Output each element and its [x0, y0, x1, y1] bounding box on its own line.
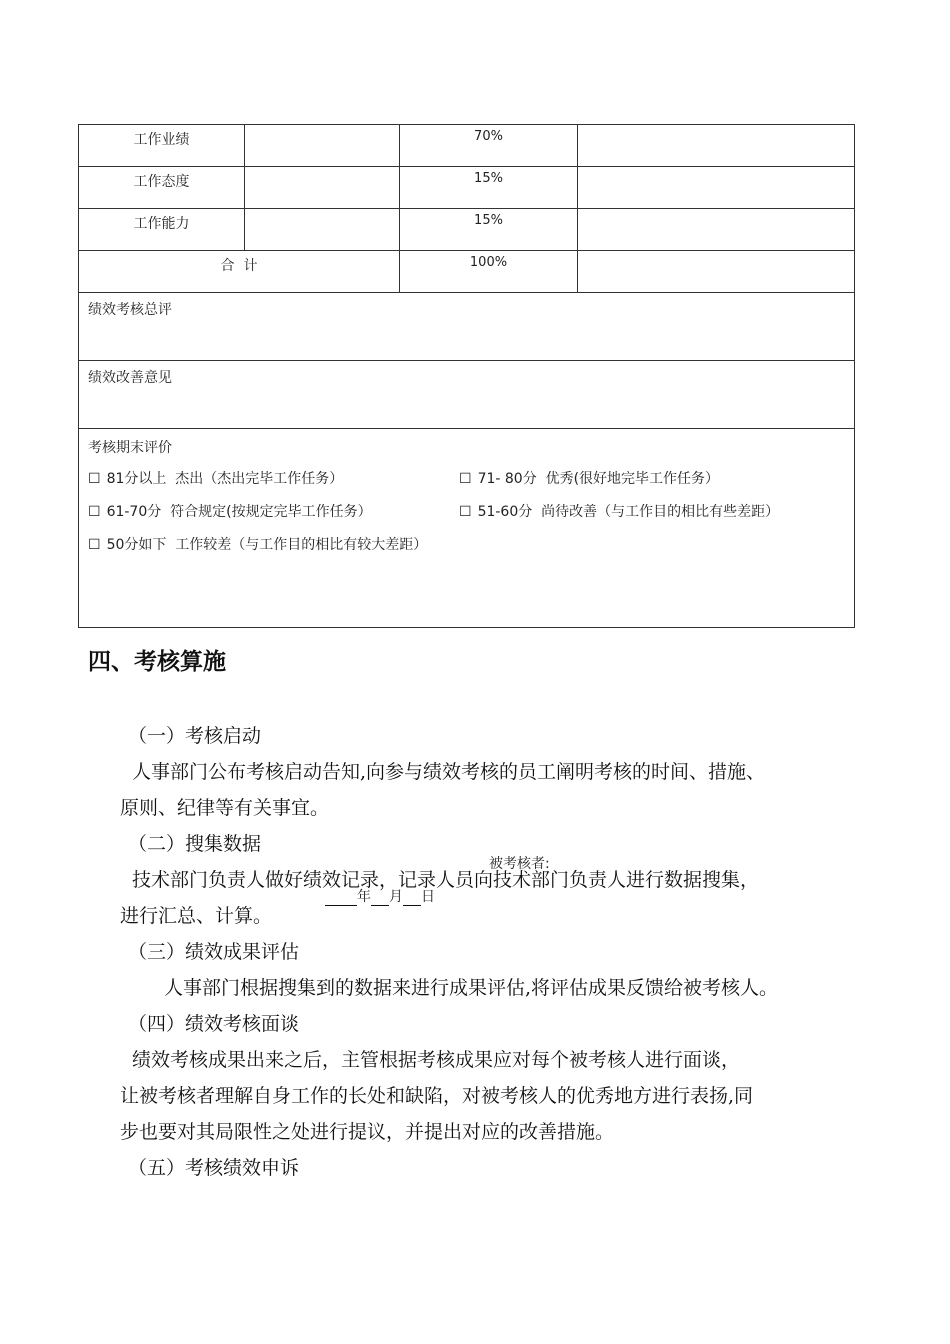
- item-line: 人事部门公布考核启动告知,向参与绩效考核的员工阐明考核的时间、措施、: [132, 761, 766, 783]
- item-title: （三）绩效成果评估: [128, 941, 300, 963]
- item-line: 技术部门负责人做好绩效记录，记录人员向技术部门负责人进行数据搜集，: [132, 869, 760, 891]
- rating-option-excellent[interactable]: [459, 468, 719, 488]
- option-label: 71- 80分 优秀(很好地完毕工作任务）: [477, 471, 720, 487]
- day-label: 日: [421, 889, 435, 905]
- criterion-label: 工作态度: [79, 167, 245, 209]
- score-cell[interactable]: [245, 209, 400, 251]
- option-row: [88, 501, 854, 534]
- item-line: 进行汇总、计算。: [120, 905, 273, 927]
- total-remark-cell[interactable]: [578, 251, 855, 293]
- score-cell[interactable]: [245, 125, 400, 167]
- rating-option-compliant[interactable]: [88, 501, 459, 521]
- final-evaluation-title: 考核期末评价: [88, 440, 172, 456]
- criterion-label: 工作能力: [79, 209, 245, 251]
- remark-cell[interactable]: [578, 209, 855, 251]
- table-row: [79, 167, 855, 209]
- remark-cell[interactable]: [578, 125, 855, 167]
- table-row: [79, 125, 855, 167]
- checkbox-icon[interactable]: ☐: [459, 504, 472, 520]
- checkbox-icon[interactable]: ☐: [88, 504, 101, 520]
- total-weight: 100%: [400, 251, 578, 293]
- criterion-label: 工作业绩: [79, 125, 245, 167]
- item-line: 绩效考核成果出来之后，主管根据考核成果应对每个被考核人进行面谈，: [132, 1049, 741, 1071]
- remark-cell[interactable]: [578, 167, 855, 209]
- item-line: 人事部门根据搜集到的数据来进行成果评估,将评估成果反馈给被考核人。: [164, 977, 779, 999]
- score-cell[interactable]: [245, 167, 400, 209]
- section-heading: 四、考核算施: [88, 649, 226, 675]
- weight-value: 70%: [400, 125, 578, 167]
- option-row: [88, 468, 854, 501]
- summary-field[interactable]: [79, 293, 855, 361]
- item-line: 步也要对其局限性之处进行提议，并提出对应的改善措施。: [120, 1121, 615, 1143]
- total-label: 合 计: [79, 251, 400, 293]
- month-label: 月: [389, 889, 403, 905]
- summary-label: 绩效考核总评: [88, 302, 172, 318]
- option-label: 50分如下 工作较差（与工作目的相比有较大差距）: [106, 537, 428, 553]
- item-title: （二）搜集数据: [128, 833, 262, 855]
- checkbox-icon[interactable]: ☐: [459, 471, 472, 487]
- item-line: 原则、纪律等有关事宜。: [120, 797, 330, 819]
- weight-value: 15%: [400, 167, 578, 209]
- improvement-row: [79, 361, 855, 429]
- year-label: 年: [357, 889, 371, 905]
- checkbox-icon[interactable]: ☐: [88, 537, 101, 553]
- improvement-field[interactable]: [79, 361, 855, 429]
- item-title: （一）考核启动: [128, 725, 262, 747]
- table-row: [79, 209, 855, 251]
- item-line: 让被考核者理解自身工作的长处和缺陷，对被考核人的优秀地方进行表扬,同: [120, 1085, 754, 1107]
- option-label: 81分以上 杰出（杰出完毕工作任务）: [106, 471, 344, 487]
- final-evaluation-row: [79, 429, 855, 628]
- checkbox-icon[interactable]: ☐: [88, 471, 101, 487]
- improvement-label: 绩效改善意见: [88, 370, 172, 386]
- examinee-label: 被考核者:: [489, 856, 550, 872]
- total-row: [79, 251, 855, 293]
- option-row: [88, 534, 854, 567]
- weight-value: 15%: [400, 209, 578, 251]
- summary-row: [79, 293, 855, 361]
- rating-option-outstanding[interactable]: [88, 468, 459, 488]
- item-title: （四）绩效考核面谈: [128, 1013, 300, 1035]
- item-title: （五）考核绩效申诉: [128, 1157, 300, 1179]
- option-label: 51-60分 尚待改善（与工作目的相比有些差距）: [477, 504, 780, 520]
- section-body: [120, 718, 890, 1186]
- rating-option-poor[interactable]: [88, 534, 427, 554]
- option-label: 61-70分 符合规定(按规定完毕工作任务）: [106, 504, 372, 520]
- rating-option-needs-improvement[interactable]: [459, 501, 779, 521]
